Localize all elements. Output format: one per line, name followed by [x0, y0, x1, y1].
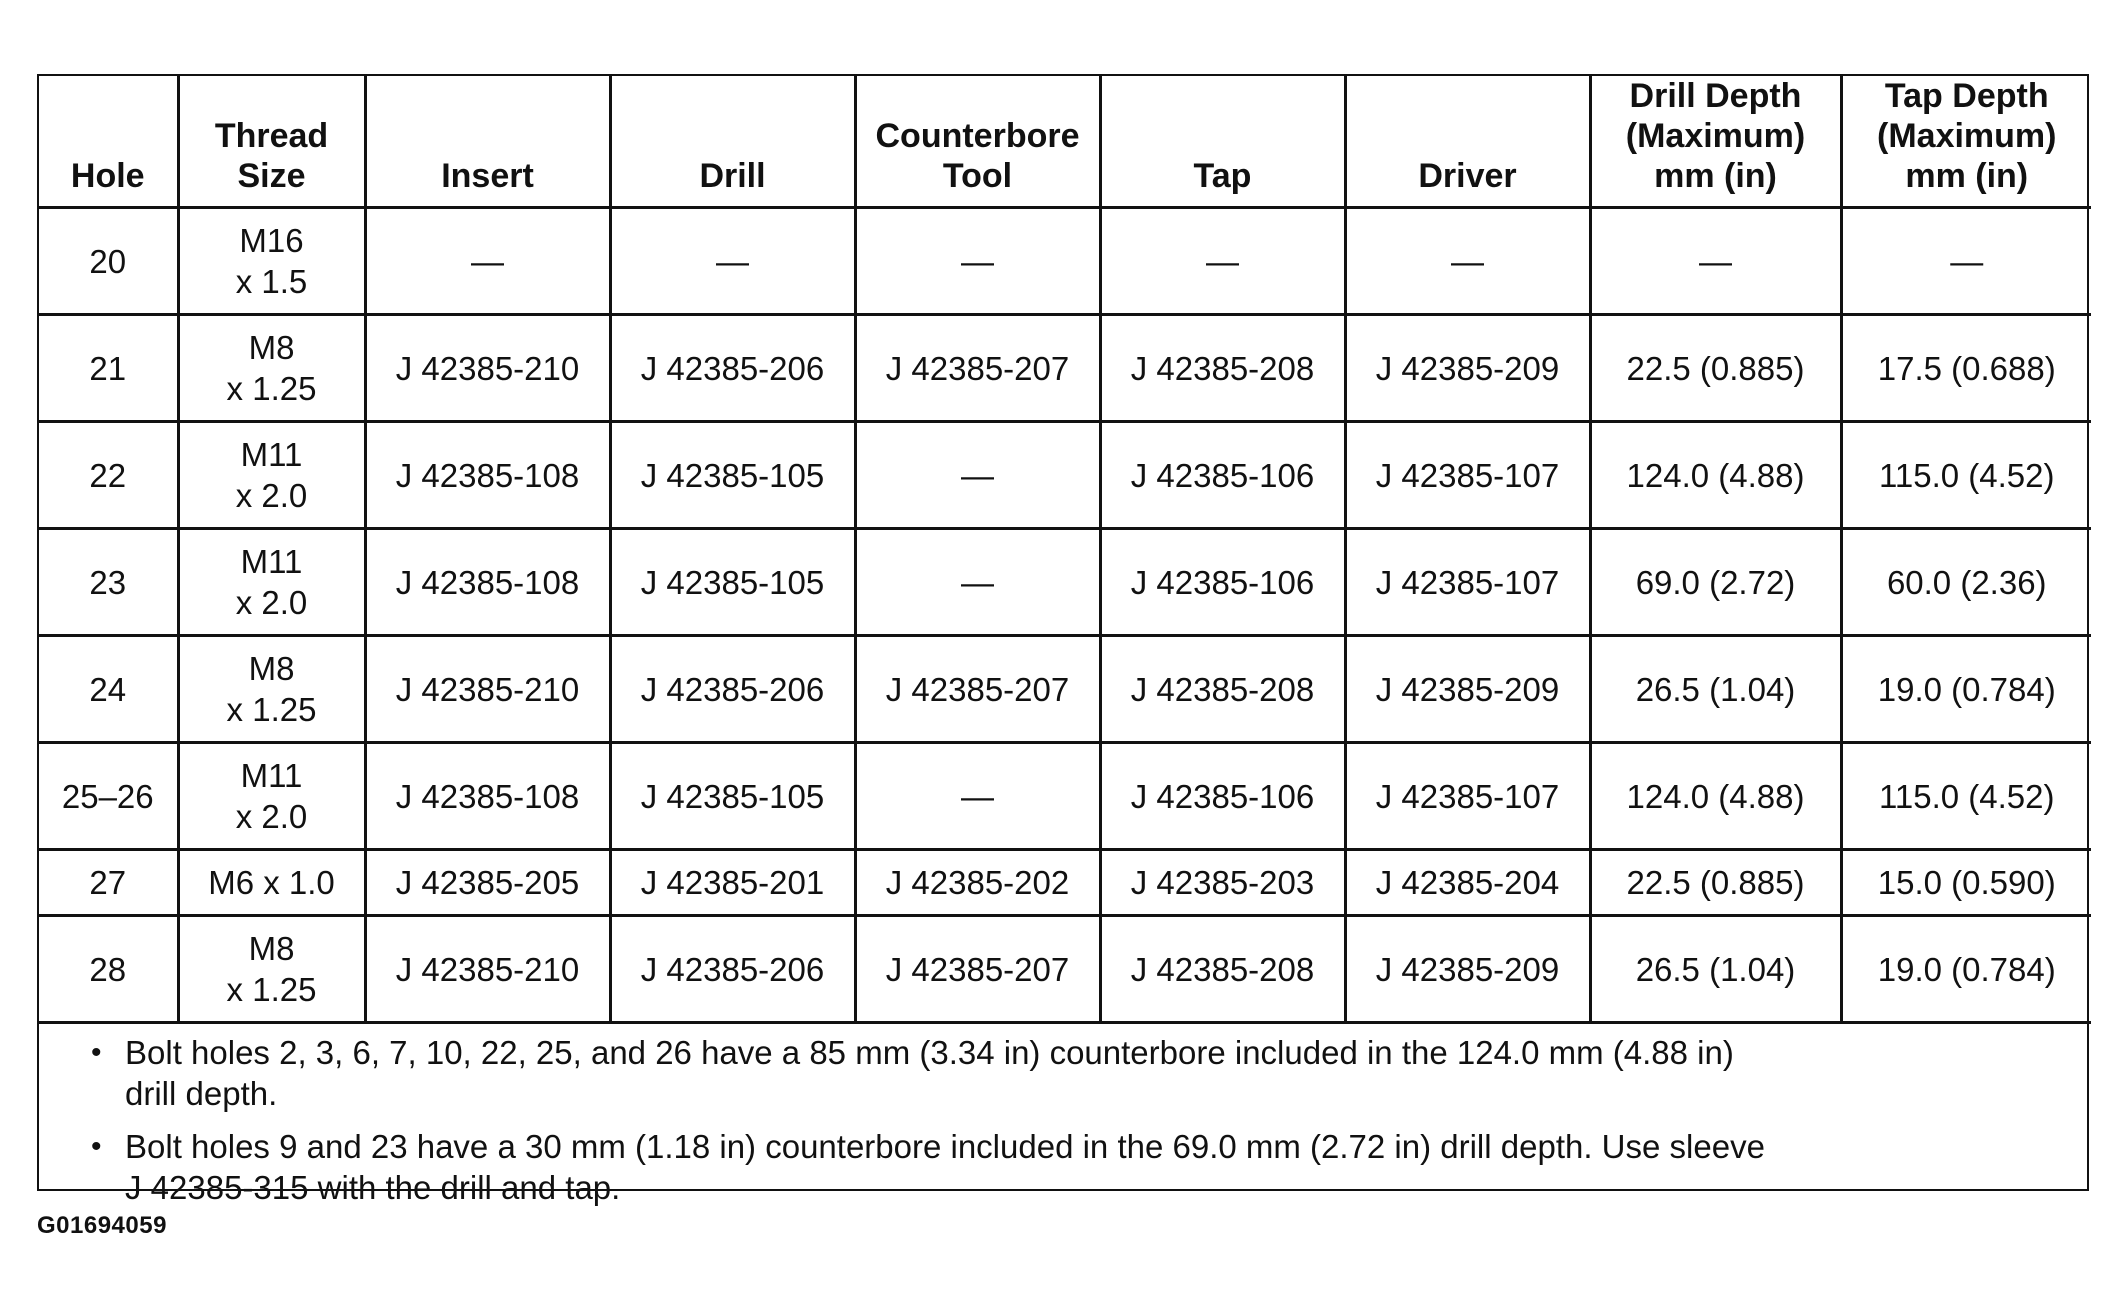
cell-tap-depth: 19.0 (0.784) [1841, 916, 2091, 1023]
cell-drill-depth: 26.5 (1.04) [1590, 636, 1841, 743]
column-header-tap-depth [1841, 76, 2091, 208]
cell-thread-size [178, 529, 365, 636]
thread-size-line: M6 x 1.0 [208, 864, 335, 901]
column-header-line: mm (in) [1905, 157, 2029, 195]
thread-size-line: M11 [240, 436, 303, 473]
cell-tap: J 42385-106 [1100, 422, 1345, 529]
cell-tap-depth: 19.0 (0.784) [1841, 636, 2091, 743]
column-header-line: Insert [441, 157, 534, 195]
cell-insert: J 42385-210 [365, 636, 610, 743]
column-header-drill [610, 76, 855, 208]
cell-driver: J 42385-107 [1345, 743, 1590, 850]
column-header-line: Hole [70, 157, 145, 195]
cell-driver: J 42385-209 [1345, 315, 1590, 422]
cell-thread-size [178, 422, 365, 529]
cell-hole: 21 [39, 315, 178, 422]
cell-drill: J 42385-105 [610, 422, 855, 529]
note-line: Bolt holes 9 and 23 have a 30 mm (1.18 in) counterbore included in the 69.0 mm (2.72 in) drill depth. Use sleeve [125, 1128, 1765, 1165]
column-header-line: Size [237, 157, 306, 195]
cell-driver: J 42385-209 [1345, 916, 1590, 1023]
table-body [39, 208, 2091, 1023]
column-header-line: Driver [1418, 157, 1517, 195]
cell-drill-depth: 26.5 (1.04) [1590, 916, 1841, 1023]
cell-counterbore-tool: J 42385-207 [855, 916, 1100, 1023]
note-line: J 42385-315 with the drill and tap. [125, 1169, 621, 1206]
cell-counterbore-tool: — [855, 529, 1100, 636]
cell-tap: J 42385-106 [1100, 529, 1345, 636]
notes [39, 1024, 2087, 1208]
cell-insert: J 42385-205 [365, 850, 610, 916]
cell-hole: 20 [39, 208, 178, 315]
cell-tap: J 42385-208 [1100, 636, 1345, 743]
cell-driver: J 42385-209 [1345, 636, 1590, 743]
note-text [125, 1032, 2027, 1114]
cell-thread-size [178, 916, 365, 1023]
column-header-line: Counterbore [875, 117, 1080, 155]
cell-hole: 23 [39, 529, 178, 636]
table-row [39, 422, 2091, 529]
cell-drill: J 42385-206 [610, 916, 855, 1023]
cell-thread-size [178, 743, 365, 850]
cell-drill: J 42385-105 [610, 529, 855, 636]
column-header-line: Tap Depth [1884, 77, 2049, 115]
cell-drill-depth: 22.5 (0.885) [1590, 315, 1841, 422]
header-row [39, 76, 2091, 208]
cell-thread-size [178, 850, 365, 916]
tool-table [39, 76, 2091, 1024]
cell-drill: J 42385-201 [610, 850, 855, 916]
cell-tap-depth: 15.0 (0.590) [1841, 850, 2091, 916]
bullet-icon: • [91, 1036, 102, 1069]
column-header-line: (Maximum) [1625, 117, 1806, 155]
table-row [39, 315, 2091, 422]
cell-insert: J 42385-108 [365, 422, 610, 529]
cell-hole: 22 [39, 422, 178, 529]
thread-size-line: x 2.0 [235, 798, 308, 835]
bullet-icon: • [91, 1130, 102, 1163]
cell-drill-depth: 69.0 (2.72) [1590, 529, 1841, 636]
cell-hole: 28 [39, 916, 178, 1023]
cell-drill: J 42385-206 [610, 636, 855, 743]
cell-drill-depth: 124.0 (4.88) [1590, 422, 1841, 529]
table-row [39, 743, 2091, 850]
cell-tap: — [1100, 208, 1345, 315]
cell-driver: J 42385-107 [1345, 529, 1590, 636]
column-header-line: Tap [1193, 157, 1252, 195]
thread-size-line: x 1.5 [235, 263, 308, 300]
cell-tap: J 42385-106 [1100, 743, 1345, 850]
cell-counterbore-tool: — [855, 422, 1100, 529]
cell-driver: — [1345, 208, 1590, 315]
cell-driver: J 42385-107 [1345, 422, 1590, 529]
cell-tap-depth: 60.0 (2.36) [1841, 529, 2091, 636]
cell-insert: J 42385-210 [365, 315, 610, 422]
cell-tap: J 42385-203 [1100, 850, 1345, 916]
column-header-line: Tool [942, 157, 1013, 195]
cell-hole: 24 [39, 636, 178, 743]
cell-insert: J 42385-210 [365, 916, 610, 1023]
column-header-driver [1345, 76, 1590, 208]
cell-drill: J 42385-105 [610, 743, 855, 850]
cell-counterbore-tool: — [855, 208, 1100, 315]
thread-size-line: x 1.25 [226, 971, 317, 1008]
column-header-hole [39, 76, 178, 208]
cell-insert: J 42385-108 [365, 529, 610, 636]
note-line: Bolt holes 2, 3, 6, 7, 10, 22, 25, and 26 have a 85 mm (3.34 in) counterbore included in the 124.0 mm (4.88 in) [125, 1034, 1734, 1071]
thread-size-line: x 2.0 [235, 584, 308, 621]
column-header-drill-depth [1590, 76, 1841, 208]
cell-insert: — [365, 208, 610, 315]
tool-chart [37, 74, 2089, 1206]
column-header-line: Drill Depth [1629, 77, 1802, 115]
cell-tap: J 42385-208 [1100, 916, 1345, 1023]
cell-counterbore-tool: J 42385-207 [855, 636, 1100, 743]
thread-size-line: M8 [248, 329, 295, 366]
cell-drill: — [610, 208, 855, 315]
thread-size-line: x 1.25 [226, 691, 317, 728]
cell-tap-depth: 115.0 (4.52) [1841, 743, 2091, 850]
column-header-tap [1100, 76, 1345, 208]
column-header-line: mm (in) [1654, 157, 1777, 195]
figure-id: G01694059 [37, 1212, 167, 1239]
table-row [39, 916, 2091, 1023]
column-header-line: (Maximum) [1877, 117, 2057, 155]
cell-counterbore-tool: J 42385-202 [855, 850, 1100, 916]
cell-tap-depth: — [1841, 208, 2091, 315]
column-header-thread-size [178, 76, 365, 208]
cell-thread-size [178, 208, 365, 315]
cell-drill-depth: — [1590, 208, 1841, 315]
thread-size-line: x 2.0 [235, 477, 308, 514]
cell-thread-size [178, 636, 365, 743]
column-header-line: Drill [699, 157, 766, 195]
note-item [91, 1032, 2027, 1114]
note-text [125, 1126, 2027, 1208]
column-header-counterbore-tool [855, 76, 1100, 208]
thread-size-line: M11 [240, 543, 303, 580]
cell-drill-depth: 22.5 (0.885) [1590, 850, 1841, 916]
thread-size-line: M8 [248, 930, 295, 967]
cell-hole: 25–26 [39, 743, 178, 850]
cell-hole: 27 [39, 850, 178, 916]
cell-tap-depth: 17.5 (0.688) [1841, 315, 2091, 422]
table-row [39, 529, 2091, 636]
cell-counterbore-tool: J 42385-207 [855, 315, 1100, 422]
cell-thread-size [178, 315, 365, 422]
cell-tap-depth: 115.0 (4.52) [1841, 422, 2091, 529]
thread-size-line: M8 [248, 650, 295, 687]
table-row [39, 636, 2091, 743]
thread-size-line: x 1.25 [226, 370, 317, 407]
table-row [39, 208, 2091, 315]
cell-drill: J 42385-206 [610, 315, 855, 422]
thread-size-line: M16 [239, 222, 304, 259]
cell-insert: J 42385-108 [365, 743, 610, 850]
column-header-insert [365, 76, 610, 208]
column-header-line: Thread [214, 117, 329, 155]
cell-driver: J 42385-204 [1345, 850, 1590, 916]
thread-size-line: M11 [240, 757, 303, 794]
table-row [39, 850, 2091, 916]
cell-tap: J 42385-208 [1100, 315, 1345, 422]
cell-drill-depth: 124.0 (4.88) [1590, 743, 1841, 850]
note-item [91, 1126, 2027, 1208]
cell-counterbore-tool: — [855, 743, 1100, 850]
note-line: drill depth. [125, 1075, 278, 1112]
